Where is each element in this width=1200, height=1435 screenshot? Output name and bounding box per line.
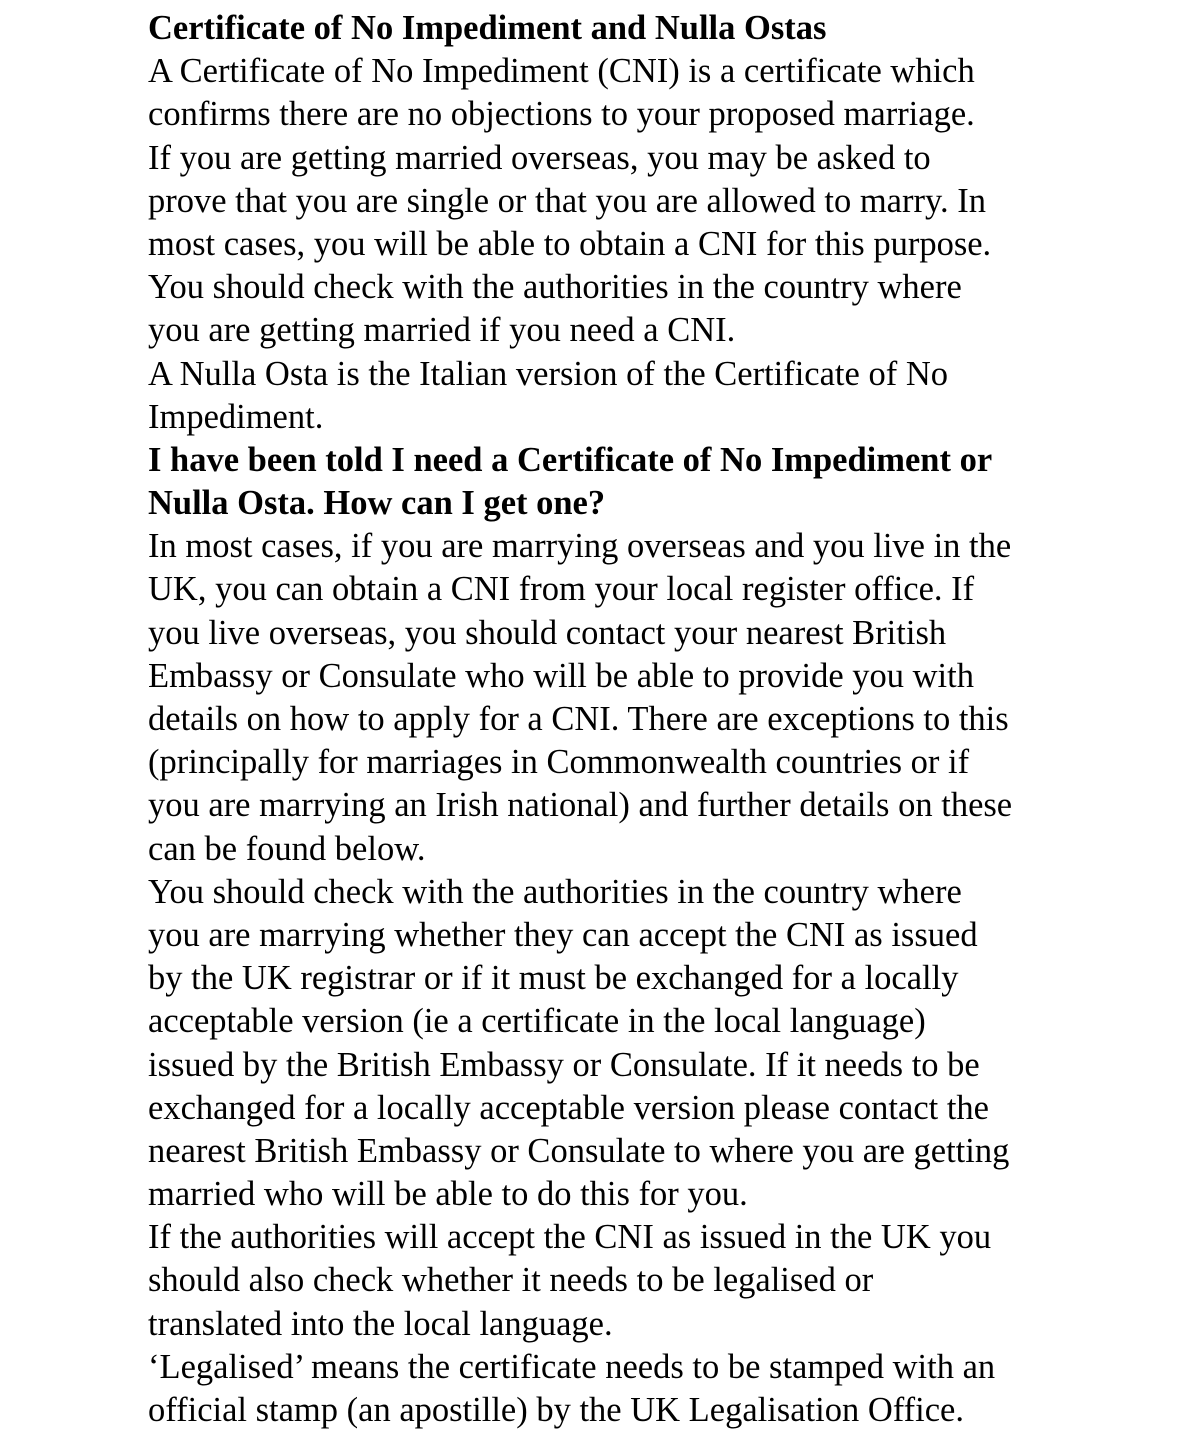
paragraph-line: (principally for marriages in Commonwealth countries or if <box>148 743 970 782</box>
heading-line: Certificate of No Impediment and Nulla Ostas <box>148 9 827 47</box>
paragraph-line: married who will be able to do this for you. <box>148 1175 748 1214</box>
paragraph <box>148 871 1088 1217</box>
paragraph-line: A Certificate of No Impediment (CNI) is a certificate which <box>148 52 975 91</box>
paragraph-line: you are marrying an Irish national) and further details on these <box>148 786 1013 825</box>
paragraph-line: Embassy or Consulate who will be able to provide you with <box>148 656 974 695</box>
paragraph-line: If you are getting married overseas, you may be asked to <box>148 138 931 177</box>
document-body <box>148 7 1088 1432</box>
heading-line: I have been told I need a Certificate of No Impediment or <box>148 440 993 479</box>
paragraph-line: You should check with the authorities in the country where <box>148 872 962 911</box>
paragraph-line: issued by the British Embassy or Consulate. If it needs to be <box>148 1045 980 1084</box>
paragraph-line: nearest British Embassy or Consulate to where you are getting <box>148 1131 1010 1170</box>
paragraph <box>148 525 1088 871</box>
paragraph-line: should also check whether it needs to be legalised or <box>148 1261 874 1300</box>
paragraph-line: by the UK registrar or if it must be exchanged for a locally <box>148 959 959 998</box>
paragraph-line: exchanged for a locally acceptable version please contact the <box>148 1088 989 1127</box>
paragraph-line: most cases, you will be able to obtain a CNI for this purpose. <box>148 224 992 263</box>
paragraph-line: Impediment. <box>148 397 324 436</box>
paragraph <box>148 1346 1088 1432</box>
paragraph-line: A Nulla Osta is the Italian version of the Certificate of No <box>148 354 948 393</box>
section-heading <box>148 7 1088 50</box>
paragraph-line: can be found below. <box>148 829 426 868</box>
paragraph-line: you are getting married if you need a CNI. <box>148 311 736 350</box>
section-heading <box>148 439 1088 525</box>
paragraph-line: details on how to apply for a CNI. There are exceptions to this <box>148 700 1009 738</box>
paragraph-line: If the authorities will accept the CNI as issued in the UK you <box>148 1218 992 1257</box>
paragraph-line: UK, you can obtain a CNI from your local register office. If <box>148 570 975 609</box>
paragraph <box>148 137 1088 353</box>
paragraph-line: acceptable version (ie a certificate in the local language) <box>148 1002 926 1041</box>
heading-line: Nulla Osta. How can I get one? <box>148 484 606 523</box>
paragraph-line: prove that you are single or that you are allowed to marry. In <box>148 181 986 220</box>
paragraph-line: official stamp (an apostille) by the UK Legalisation Office. <box>148 1391 964 1429</box>
paragraph-line: you are marrying whether they can accept the CNI as issued <box>148 915 978 954</box>
paragraph-line: You should check with the authorities in the country where <box>148 268 962 307</box>
paragraph-line: ‘Legalised’ means the certificate needs to be stamped with an <box>148 1347 996 1386</box>
paragraph <box>148 1216 1088 1346</box>
paragraph-line: confirms there are no objections to your proposed marriage. <box>148 95 975 134</box>
paragraph <box>148 50 1088 136</box>
paragraph-line: translated into the local language. <box>148 1304 613 1343</box>
paragraph-line: you live overseas, you should contact your nearest British <box>148 613 947 652</box>
paragraph-line: In most cases, if you are marrying overseas and you live in the <box>148 527 1012 566</box>
paragraph <box>148 353 1088 439</box>
